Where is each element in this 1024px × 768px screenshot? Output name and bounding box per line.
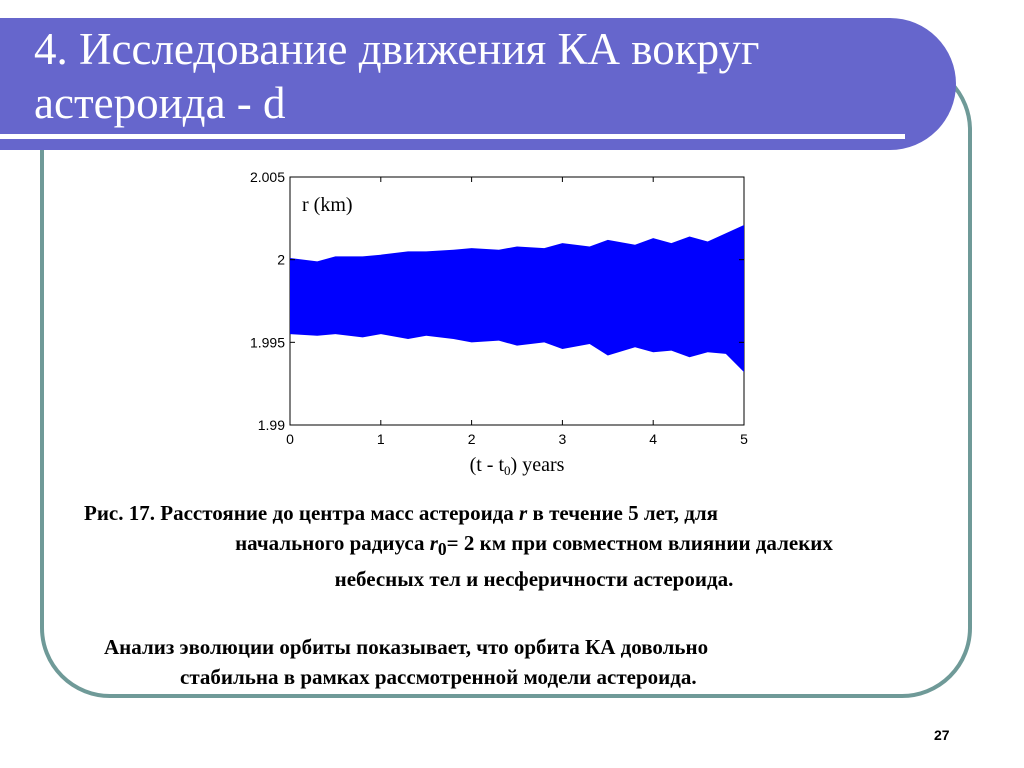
- orbit-radius-chart: [225, 160, 765, 480]
- conclusion-line2: стабильна в рамках рассмотренной модели астероида.: [180, 665, 697, 689]
- y-tick-label: 2.005: [249, 169, 285, 185]
- y-axis-label: r (km): [302, 194, 353, 216]
- y-tick-label: 2: [277, 251, 285, 268]
- conclusion-text: [104, 632, 944, 692]
- caption-line3: небесных тел и несферичности астероида.: [334, 567, 734, 592]
- title-underline: [0, 134, 905, 139]
- slide-title: [34, 22, 914, 130]
- figure-caption: [84, 498, 944, 594]
- caption-line2: начального радиуса $r_0= 2$ км при совместном влиянии далеких: [235, 531, 833, 560]
- y-tick-label: 1.995: [249, 334, 285, 351]
- page-number: 27: [934, 727, 950, 743]
- x-axis-label: $(t - t_0)$ years: [469, 454, 565, 478]
- x-tick-label: 5: [740, 431, 748, 447]
- x-tick-label: 3: [558, 431, 567, 447]
- x-tick-label: 0: [286, 431, 294, 447]
- conclusion-line1: Анализ эволюции орбиты показывает, что орбита КА довольно: [104, 635, 709, 659]
- x-tick-label: 1: [376, 431, 385, 447]
- caption-line1: Рис. 17. Расстояние до центра масс астероида r в течение 5 лет, для: [84, 501, 718, 525]
- x-tick-label: 2: [467, 431, 476, 447]
- caption-continuation: [84, 528, 944, 594]
- slide-title-line1: 4. Исследование движения КА вокруг: [34, 24, 760, 74]
- y-tick-label: 1.99: [257, 417, 285, 433]
- slide-title-line2: астероида - d: [34, 78, 286, 128]
- x-tick-label: 4: [649, 431, 658, 447]
